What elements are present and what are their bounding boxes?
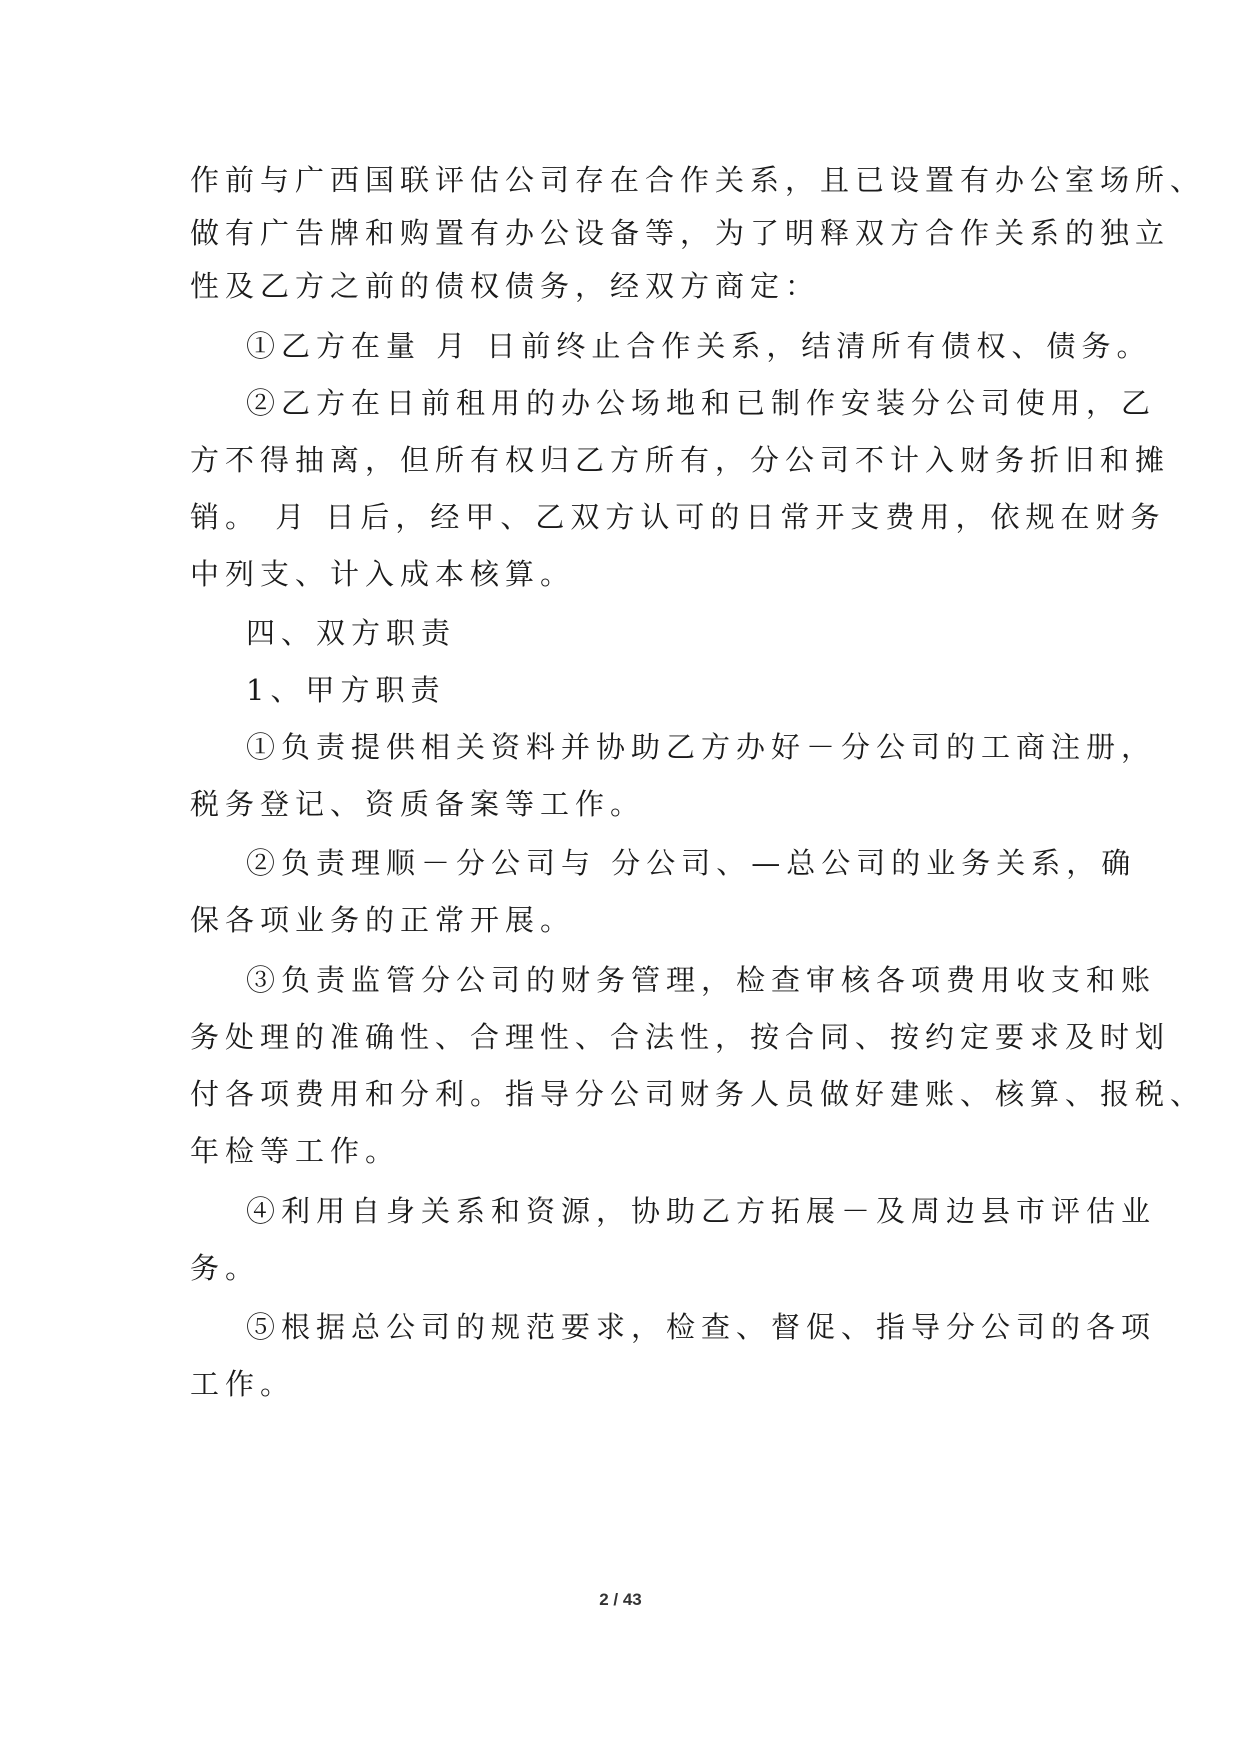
text-line: 年检等工作。: [190, 1134, 401, 1168]
text-line: ②乙方在日前租用的办公场地和已制作安装分公司使用，乙: [246, 386, 1157, 420]
text-line: ①负责提供相关资料并协助乙方办好－分公司的工商注册，: [246, 730, 1157, 764]
text-line: 中列支、计入成本核算。: [190, 557, 576, 591]
text-line: ④利用自身关系和资源，协助乙方拓展－及周边县市评估业: [246, 1194, 1157, 1228]
text-line: 务处理的准确性、合理性、合法性，按合同、按约定要求及时划: [190, 1020, 1171, 1054]
text-line: 工作。: [190, 1367, 296, 1401]
text-line: ②负责理顺－分公司与 分公司、—总公司的业务关系，确: [246, 846, 1137, 880]
page-number: 2 / 43: [599, 1590, 642, 1609]
text-line: 保各项业务的正常开展。: [190, 903, 576, 937]
text-line: 付各项费用和分利。指导分公司财务人员做好建账、核算、报税、: [190, 1077, 1206, 1111]
text-line: 销。 月 日后，经甲、乙双方认可的日常开支费用，依规在财务: [190, 500, 1166, 534]
text-line: ①乙方在量 月 日前终止合作关系，结清所有债权、债务。: [246, 329, 1152, 363]
section-heading: 四、双方职责: [246, 616, 457, 650]
text-line: 务。: [190, 1251, 261, 1285]
text-line: 性及乙方之前的债权债务，经双方商定：: [190, 269, 821, 303]
text-line: ③负责监管分公司的财务管理，检查审核各项费用收支和账: [246, 963, 1157, 997]
text-line: ⑤根据总公司的规范要求，检查、督促、指导分公司的各项: [246, 1310, 1157, 1344]
text-line: 作前与广西国联评估公司存在合作关系，且已设置有办公室场所、: [190, 163, 1206, 197]
subsection-heading: 1、甲方职责: [246, 673, 446, 707]
text-line: 做有广告牌和购置有办公设备等，为了明释双方合作关系的独立: [190, 216, 1171, 250]
text-line: 方不得抽离，但所有权归乙方所有，分公司不计入财务折旧和摊: [190, 443, 1171, 477]
text-line: 税务登记、资质备案等工作。: [190, 787, 646, 821]
